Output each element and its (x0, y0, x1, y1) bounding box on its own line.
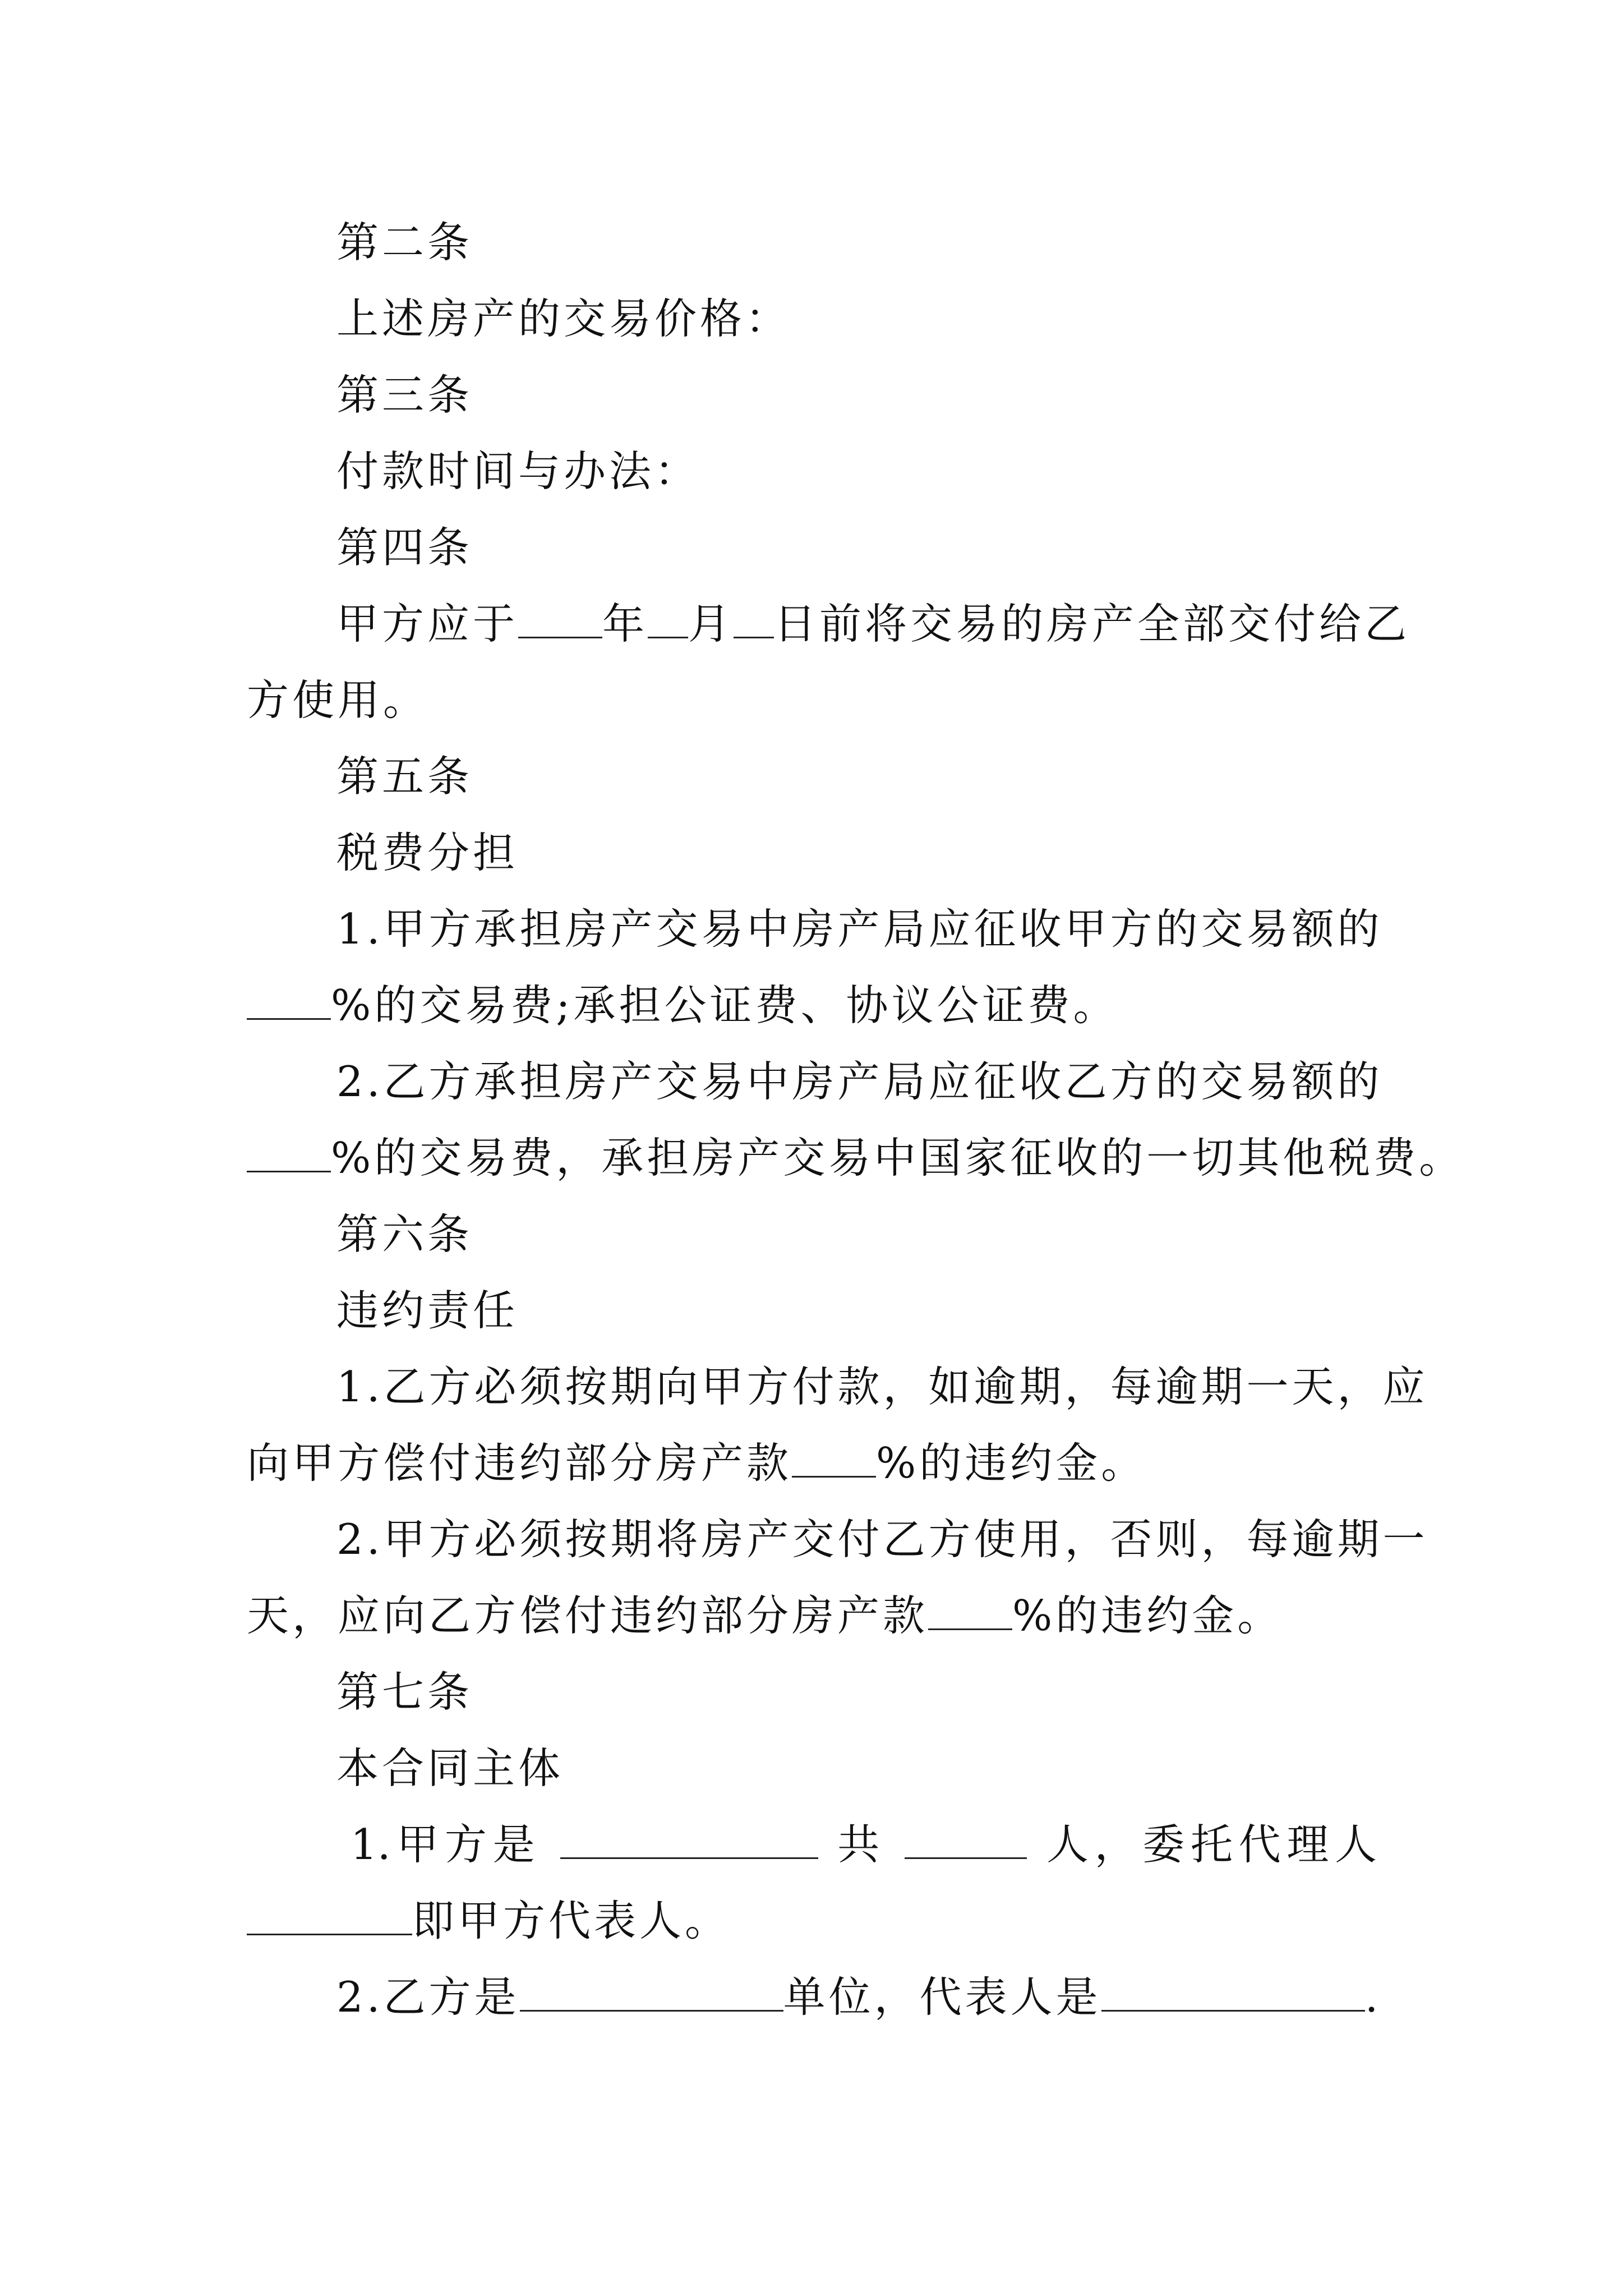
article-4-line-2: 方使用。 (247, 675, 429, 725)
article-5-heading: 税费分担 (336, 828, 519, 877)
penalty-percent-blank-2 (928, 1589, 1012, 1630)
article-2-text: 上述房产的交易价格： (336, 294, 791, 343)
article-7-item-2-line-1 (336, 1969, 1381, 2025)
party-a-agent-label: 人，委托代理人 (1046, 1820, 1377, 1869)
fee-percent-blank-2 (247, 1131, 331, 1172)
party-b-label: 2.乙方是 (336, 1972, 520, 2022)
party-a-count-blank (905, 1818, 1027, 1859)
article-6-item-1-line-2 (247, 1435, 1146, 1491)
party-b-end-period: . (1364, 1972, 1382, 2022)
article-6-item-1-text-a: 向甲方偿付违约部分房产款 (247, 1438, 792, 1488)
article-6-item-1-text-b: %的违约金。 (876, 1438, 1147, 1488)
year-blank (518, 597, 602, 638)
party-b-unit-blank (520, 1971, 783, 2012)
article-7-heading: 本合同主体 (336, 1743, 564, 1793)
article-6-item-1-line-1: 1.乙方必须按期向甲方付款，如逾期，每逾期一天，应 (336, 1362, 1428, 1411)
year-label: 年 (602, 599, 648, 648)
article-4-line-1 (336, 596, 1410, 652)
party-a-count-label: 共 (837, 1820, 886, 1869)
penalty-percent-blank-1 (792, 1437, 876, 1478)
article-4-text-b: 日前将交易的房产全部交付给乙 (774, 599, 1410, 648)
article-6-item-2-text-b: %的违约金。 (1012, 1591, 1283, 1640)
party-a-representative-text: 即甲方代表人。 (412, 1896, 731, 1945)
article-6-heading: 违约责任 (336, 1286, 519, 1335)
article-5-title: 第五条 (336, 752, 473, 801)
article-5-item-2-line-1: 2.乙方承担房产交易中房产局应征收乙方的交易额的 (336, 1057, 1383, 1106)
month-label: 月 (688, 599, 734, 648)
month-blank (648, 597, 688, 638)
article-2-title: 第二条 (336, 218, 473, 267)
article-7-title: 第七条 (336, 1667, 473, 1717)
article-4-title: 第四条 (336, 523, 473, 572)
article-3-text: 付款时间与办法： (336, 447, 700, 496)
day-blank (734, 597, 774, 638)
article-6-item-2-line-2 (247, 1588, 1283, 1644)
party-a-agent-blank (247, 1894, 412, 1935)
article-5-item-2-line-2 (247, 1130, 1464, 1186)
article-5-item-1-line-2 (247, 977, 1119, 1033)
party-a-label: 1.甲方是 (351, 1820, 541, 1869)
article-6-item-2-text-a: 天，应向乙方偿付违约部分房产款 (247, 1591, 929, 1640)
article-7-item-1-line-2 (247, 1893, 730, 1949)
article-5-item-2-text: %的交易费，承担房产交易中国家征收的一切其他税费。 (331, 1133, 1465, 1182)
fee-percent-blank-1 (247, 979, 331, 1020)
article-4-text-a: 甲方应于 (336, 599, 519, 648)
article-5-item-1-text: %的交易费;承担公证费、协议公证费。 (331, 981, 1119, 1030)
party-b-representative-label: 单位，代表人是 (783, 1972, 1101, 2022)
article-6-item-2-line-1: 2.甲方必须按期将房产交付乙方使用，否则，每逾期一 (336, 1515, 1428, 1564)
article-3-title: 第三条 (336, 370, 473, 420)
article-6-title: 第六条 (336, 1209, 473, 1259)
party-b-representative-blank (1101, 1971, 1365, 2012)
party-a-blank (560, 1818, 818, 1859)
article-5-item-1-line-1: 1.甲方承担房产交易中房产局应征收甲方的交易额的 (336, 904, 1383, 954)
article-7-item-1-line-1 (351, 1816, 1377, 1872)
